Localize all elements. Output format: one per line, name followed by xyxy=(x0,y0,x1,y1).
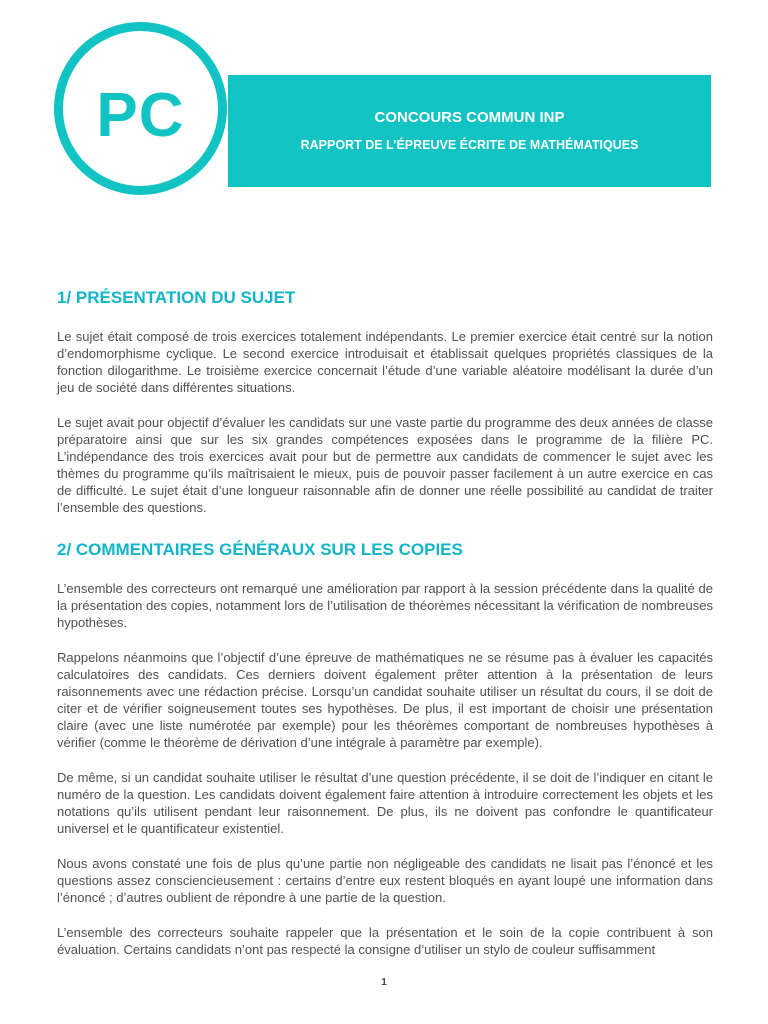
paragraph: Le sujet avait pour objectif d’évaluer les candidats sur une vaste partie du programme des deux années de classe préparatoire ainsi que sur les six grandes compétences exposées dans le programme de la filière PC. L’indépendance des trois exercices avait pour but de permettre aux candidats de commencer le sujet avec les thèmes du programme qu’ils maîtrisaient le mieux, puis de pouvoir passer facilement à un autre exercice en cas de difficulté. Le sujet était d’une longueur raisonnable afin de donner une réelle possibilité au candidat de traiter l’ensemble des questions. xyxy=(57,415,713,515)
logo-text: PC xyxy=(96,81,185,150)
header-banner xyxy=(228,75,711,187)
document-subtitle: RAPPORT DE L’ÉPREUVE ÉCRITE DE MATHÉMATIQUES xyxy=(300,138,639,152)
section-heading: 2/ COMMENTAIRES GÉNÉRAUX SUR LES COPIES xyxy=(57,540,463,559)
section-commentaires xyxy=(57,538,713,958)
paragraph: Le sujet était composé de trois exercices totalement indépendants. Le premier exercice était centré sur la notion d’endomorphisme cyclique. Le second exercice introduisait et établissait quelques propriétés classiques de la fonction dilogarithme. Le troisième exercice concernait l’étude d’une variable aléatoire modélisant la durée d’un jeu de société dans différentes situations. xyxy=(57,329,713,395)
page-number: 1 xyxy=(381,977,387,988)
pc-logo xyxy=(54,22,227,195)
section-presentation xyxy=(57,286,713,516)
paragraph: L’ensemble des correcteurs ont remarqué une amélioration par rapport à la session précédente dans la qualité de la présentation des copies, notamment lors de l’utilisation de théorèmes nécessitant la vérification de nombreuses hypothèses. xyxy=(57,581,713,630)
paragraph: Nous avons constaté une fois de plus qu’une partie non négligeable des candidats ne lisait pas l’énoncé et les questions assez consciencieusement : certains d’entre eux restent bloqués en ayant loupé une information dans l’énoncé ; d’autres oublient de répondre à une partie de la question. xyxy=(57,856,713,905)
paragraph: De même, si un candidat souhaite utiliser le résultat d’une question précédente, il se doit de l’indiquer en citant le numéro de la question. Les candidats doivent également faire attention à introduire correctement les objets et les notations qu’ils utilisent pendant leur raisonnement. De plus, ils ne doivent pas confondre le quantificateur universel et le quantificateur existentiel. xyxy=(57,770,713,836)
document-body xyxy=(57,286,713,976)
document-title: CONCOURS COMMUN INP xyxy=(374,109,565,126)
section-heading: 1/ PRÉSENTATION DU SUJET xyxy=(57,288,296,307)
paragraph: L’ensemble des correcteurs souhaite rappeler que la présentation et le soin de la copie contribuent à son évaluation. Certains candidats n’ont pas respecté la consigne d’utiliser un stylo de couleur suffisamment xyxy=(57,925,713,957)
paragraph: Rappelons néanmoins que l’objectif d’une épreuve de mathématiques ne se résume pas à évaluer les capacités calculatoires des candidats. Ces derniers doivent également prêter attention à la présentation de leurs raisonnements avec une rédaction précise. Lorsqu’un candidat souhaite utiliser un résultat du cours, il se doit de citer et de vérifier soigneusement toutes ses hypothèses. De plus, il est important de choisir une présentation claire (avec une liste numérotée par exemple) pour les théorèmes comportant de nombreuses hypothèses à vérifier (comme le théorème de dérivation d’une intégrale à paramètre par exemple). xyxy=(57,650,713,750)
